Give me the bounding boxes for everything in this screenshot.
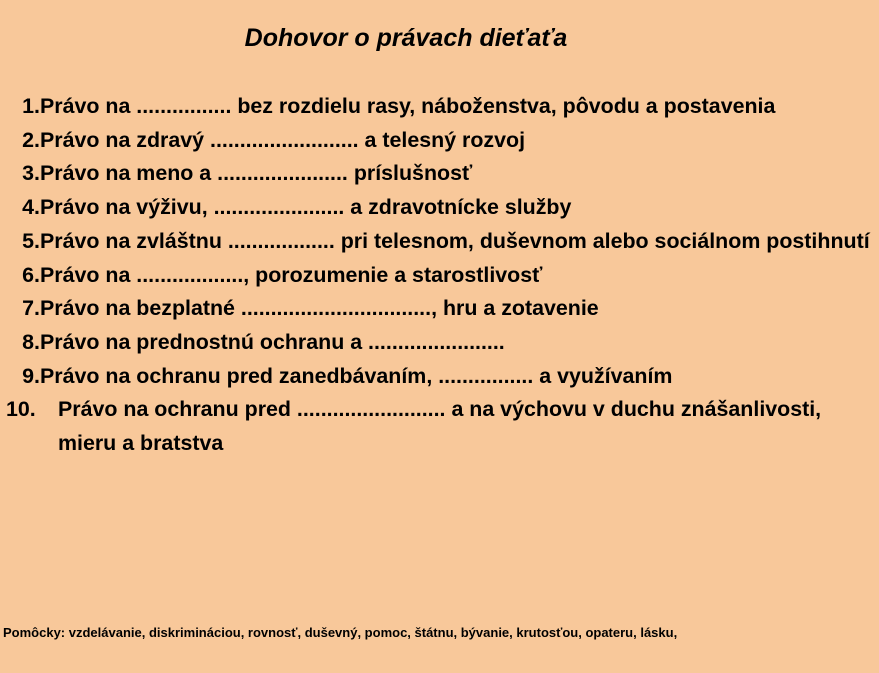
item-number: 4. (22, 195, 40, 220)
item-number: 9. (22, 363, 40, 388)
list-item (6, 292, 874, 326)
item-text: Právo na zvláštnu .................. pri telesnom, duševnom alebo sociálnom postihnutí (40, 228, 870, 253)
item-number: 6. (22, 262, 40, 287)
item-number: 1. (22, 94, 40, 118)
item-number: 2. (22, 127, 40, 152)
item-number: 10. (6, 397, 36, 422)
list-item (6, 225, 874, 259)
item-text: Právo na zdravý ......................... a telesný rozvoj (40, 127, 526, 152)
item-text: Právo na .................., porozumenie a starostlivosť (40, 262, 543, 287)
item-number: 5. (22, 228, 40, 253)
rights-list (6, 90, 874, 461)
list-item (6, 191, 874, 225)
document-title: Dohovor o právach dieťaťa (244, 24, 568, 52)
list-item (6, 360, 874, 394)
item-number: 8. (22, 329, 40, 354)
list-item (6, 259, 874, 293)
item-text: Právo na meno a ...................... príslušnosť (40, 161, 473, 186)
list-item (6, 157, 874, 191)
item-text: Právo na výživu, ...................... a zdravotnícke služby (40, 195, 572, 220)
list-item (6, 326, 874, 360)
list-item (6, 393, 874, 460)
item-number: 3. (22, 161, 40, 186)
hint-words: Pomôcky: vzdelávanie, diskrimináciou, rovnosť, duševný, pomoc, štátnu, bývanie, krutosťou, opateru, lásku, (3, 625, 678, 640)
item-text: Právo na prednostnú ochranu a ....................... (40, 329, 505, 354)
list-item (6, 124, 874, 158)
item-text: Právo na ................ bez rozdielu rasy, náboženstva, pôvodu a postavenia (40, 94, 776, 118)
list-item (6, 90, 874, 124)
item-text: Právo na ochranu pred zanedbávaním, ................ a využívaním (40, 363, 673, 388)
item-text: Právo na bezplatné ................................, hru a zotavenie (40, 296, 599, 321)
item-number: 7. (22, 296, 40, 321)
item-text: Právo na ochranu pred ......................... a na výchovu v duchu znášanlivosti, mieru a bratstva (58, 397, 822, 456)
